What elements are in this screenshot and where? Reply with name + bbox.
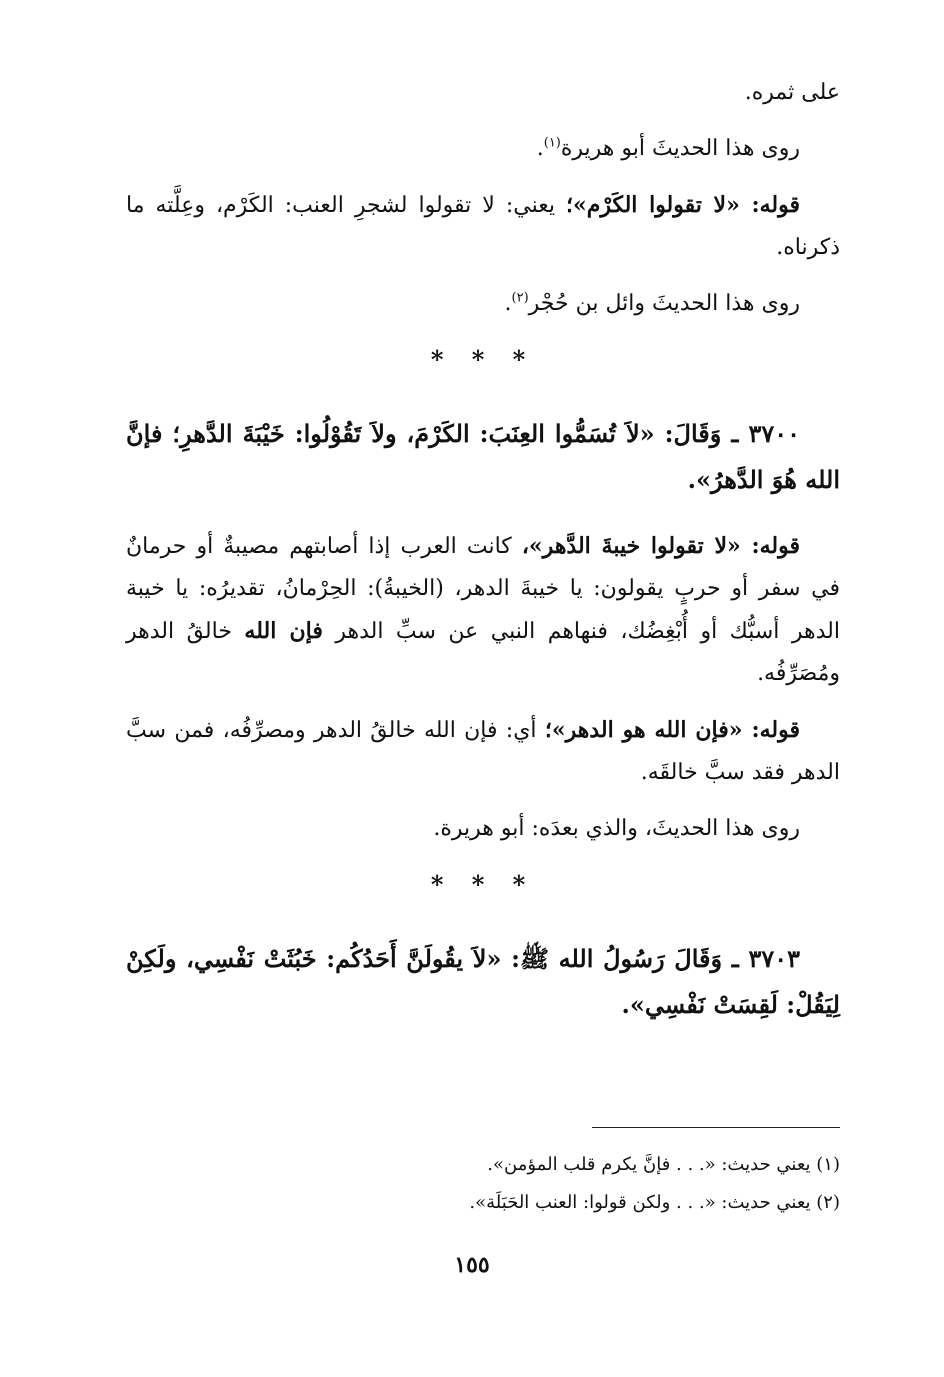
narrator-text: روى هذا الحديثَ أبو هريرة: [560, 136, 800, 161]
commentary-text: خالقُ الدهر ومُصَرِّفُه.: [126, 619, 840, 686]
footnote-ref-1[interactable]: (١): [543, 135, 561, 151]
paragraph-continuation: على ثمره.: [744, 80, 840, 105]
section-divider: * * *: [430, 870, 536, 899]
hadith-3703: ٣٧٠٣ ـ وَقَالَ رَسُولُ الله ﷺ: «لاَ يقُولَنَّ أَحَدُكُم: خَبُثَتْ نَفْسِي، ولَكِنْ لِيَقُلْ: لَقِسَتْ نَفْسِي».: [126, 944, 840, 1019]
section-divider: * * *: [430, 345, 536, 374]
page-number: ١٥٥: [454, 1252, 490, 1278]
period: .: [504, 291, 512, 316]
footnote-2: (٢) يعني حديث: «. . . ولكن قولوا: العنب الحَبَلَة».: [469, 1192, 840, 1213]
commentary-lead: قوله: «فإن الله هو الدهر»؛: [544, 717, 800, 743]
paragraph-narrator-2: [126, 283, 840, 325]
commentary-lead: قوله: «لا تقولوا الكَرْم»؛: [565, 192, 800, 218]
footnote-1: (١) يعني حديث: «. . . فإنَّ يكرم قلب المؤمن».: [487, 1154, 840, 1175]
paragraph-commentary-2: [126, 525, 840, 695]
paragraph-commentary-1: [126, 184, 840, 269]
commentary-text: أي: فإن الله خالقُ الدهر ومصرِّفُه، فمن سبَّ الدهر فقد سبَّ خالقَه.: [126, 718, 840, 785]
commentary-text: يعني: لا تقولوا لشجرِ العنب: الكَرْم، وعِلَّته ما ذكرناه.: [126, 193, 840, 260]
paragraph-narrator-3: روى هذا الحديثَ، والذي بعدَه: أبو هريرة.: [433, 816, 800, 841]
commentary-bold: فإن الله: [244, 618, 323, 644]
footnote-ref-2[interactable]: (٢): [511, 290, 529, 306]
commentary-text: كانت العرب إذا أصابتهم مصيبةٌ أو حرمانٌ في سفر أو حربٍ يقولون: يا خيبةَ الدهر، (الخيبةُ): الحِرْمانُ، تقديرُه: يا خيبة الدهر أسبُّك أو أُبْغِضُك، فنهاهم النبي عن سبِّ الدهر: [126, 534, 840, 644]
paragraph-narrator-1: [126, 128, 840, 170]
footnotes: [126, 1146, 840, 1222]
commentary-lead: قوله: «لا تقولوا خيبةَ الدَّهر»،: [521, 533, 801, 559]
paragraph-commentary-3: [126, 709, 840, 794]
period: .: [536, 136, 544, 161]
narrator-text: روى هذا الحديثَ وائل بن حُجْر: [528, 291, 800, 316]
main-text: [126, 72, 840, 1050]
footnote-separator: [592, 1127, 840, 1128]
hadith-3700: ٣٧٠٠ ـ وَقَالَ: «لاَ تُسَمُّوا العِنَبَ: الكَرْمَ، ولاَ تَقُوْلُوا: خَيْبَةَ الدَّهرِ؛ فإنَّ الله هُوَ الدَّهرُ».: [126, 419, 840, 494]
